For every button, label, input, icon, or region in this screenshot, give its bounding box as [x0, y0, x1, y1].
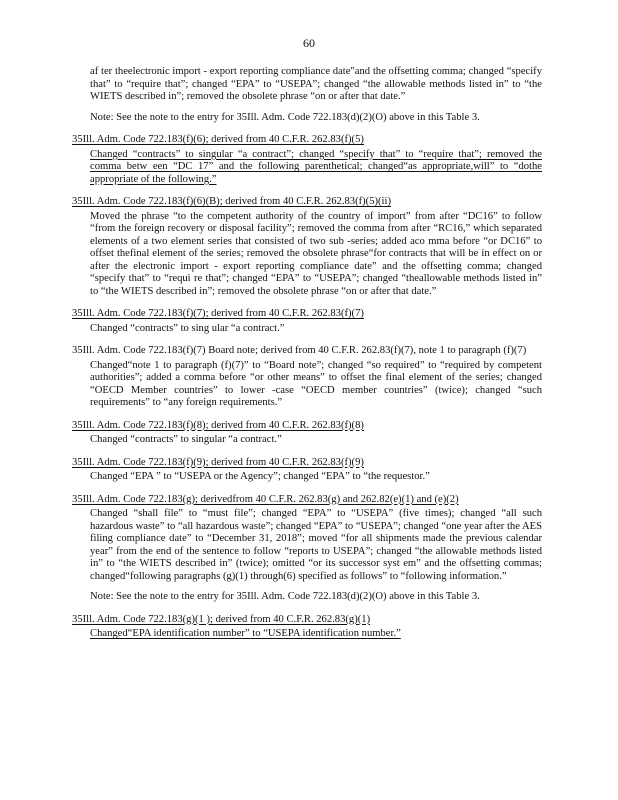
document-body: [72, 66, 542, 641]
entry-note: Note: See the note to the entry for 35Ill. Adm. Code 722.183(d)(2)(O) above in this Table 3.: [90, 591, 480, 602]
entry-body: Moved the phrase “to the competent authority of the country of import” from after “DC16” to follow “from the foreign recovery or disposal facility”; removed the comma from after “RC16,” which separated elements of a two element series that consisted of two sub -series; added aco mma before “or DC16” to offset thefinal element of the series; removed the obsolete phrase“for contracts that will be in effect on or after the electronic import - export reporting compliance date” and the offsetting comma; changed “specify that” to “requi re that”; changed “EPA” to “USEPA”; changed “theallowable methods listed in” to “the WIETS described in”; removed the obsolete phrase “on or after that date.”: [90, 210, 542, 297]
entry-heading: 35Ill. Adm. Code 722.183(f)(6); derived from 40 C.F.R. 262.83(f)(5): [72, 134, 364, 145]
table-entry: [72, 134, 542, 186]
table-entry: [72, 420, 542, 447]
entry-heading: 35Ill. Adm. Code 722.183(g); derivedfrom 40 C.F.R. 262.83(g) and 262.82(e)(1) and (e)(2): [72, 493, 459, 505]
page-number: 60: [303, 36, 315, 50]
table-entry: [72, 196, 542, 298]
entry-body: Changed “EPA ” to “USEPA or the Agency”; changed “EPA” to “the requestor.”: [90, 471, 430, 482]
intro-continuation: af ter theelectronic import - export reporting compliance date"and the offsetting comma; changed “specify that” to “require that”; changed “EPA” to “USEPA”; changed “the allowable methods listed in” to “the WIETS described in”; removed the obsolete phrase “on or after that date.”: [90, 66, 542, 102]
table-entry: [72, 345, 542, 410]
table-entry: [72, 308, 542, 335]
entry-body: Changed “contracts” to singular “a contract”; changed “specify that” to “require that”; removed the comma betw een “DC 17” and the following parenthetical; changed“as appropriate,will” to “dothe appropriate of the following.”: [90, 148, 542, 185]
entry-body: Changed “contracts” to sing ular “a contract.”: [90, 322, 285, 334]
entry-heading: 35Ill. Adm. Code 722.183(f)(7) Board note; derived from 40 C.F.R. 262.83(f)(7), note 1 to paragraph (f)(7): [72, 345, 527, 356]
entry-heading: 35Ill. Adm. Code 722.183(f)(6)(B); derived from 40 C.F.R. 262.83(f)(5)(ii): [72, 196, 391, 207]
entry-heading: 35Ill. Adm. Code 722.183(f)(7); derived from 40 C.F.R. 262.83(f)(7): [72, 308, 364, 319]
table-entry: [72, 494, 542, 604]
entry-body: Changed“note 1 to paragraph (f)(7)” to “Board note”; changed “so required” to “required by competent authorities”; added a comma before “or other means” to offset the final element of the series; changed “OECD Member countries” to lower -case “OECD member countries” (twice); changed “such requirements” to “any foreign requirements.”: [90, 359, 542, 408]
entry-body: Changed“EPA identification number” to “USEPA identification number.”: [90, 628, 401, 639]
entry-body: Changed “shall file” to “must file”; changed “EPA” to “USEPA” (five times); changed “all such hazardous waste” to “all hazardous waste”; changed “EPA” to “USEPA”; changed “one year after the AES filing compliance date” to “December 31, 2018”; moved “for all shipments made the previous calendar year” from the end of the sentence to follow “reports to USEPA”; changed “the allowable methods listed in” to “the WIETS described in” (twice); omitted “or its successor syst em” and the offsetting commas; changed“following paragraphs (g)(1) through(6) specified as follows” to “following information.”: [90, 508, 542, 582]
entry-body: Changed “contracts” to singular “a contract.”: [90, 434, 282, 445]
table-entry: [72, 614, 542, 641]
table-entry: [72, 457, 542, 484]
entry-heading: 35Ill. Adm. Code 722.183(f)(8); derived from 40 C.F.R. 262.83(f)(8): [72, 419, 364, 431]
entry-heading: 35Ill. Adm. Code 722.183(f)(9); derived from 40 C.F.R. 262.83(f)(9): [72, 456, 364, 468]
entry-heading: 35Ill. Adm. Code 722.183(g)(1 ); derived from 40 C.F.R. 262.83(g)(1): [72, 613, 371, 625]
intro-note: Note: See the note to the entry for 35Ill. Adm. Code 722.183(d)(2)(O) above in this Table 3.: [90, 111, 480, 123]
